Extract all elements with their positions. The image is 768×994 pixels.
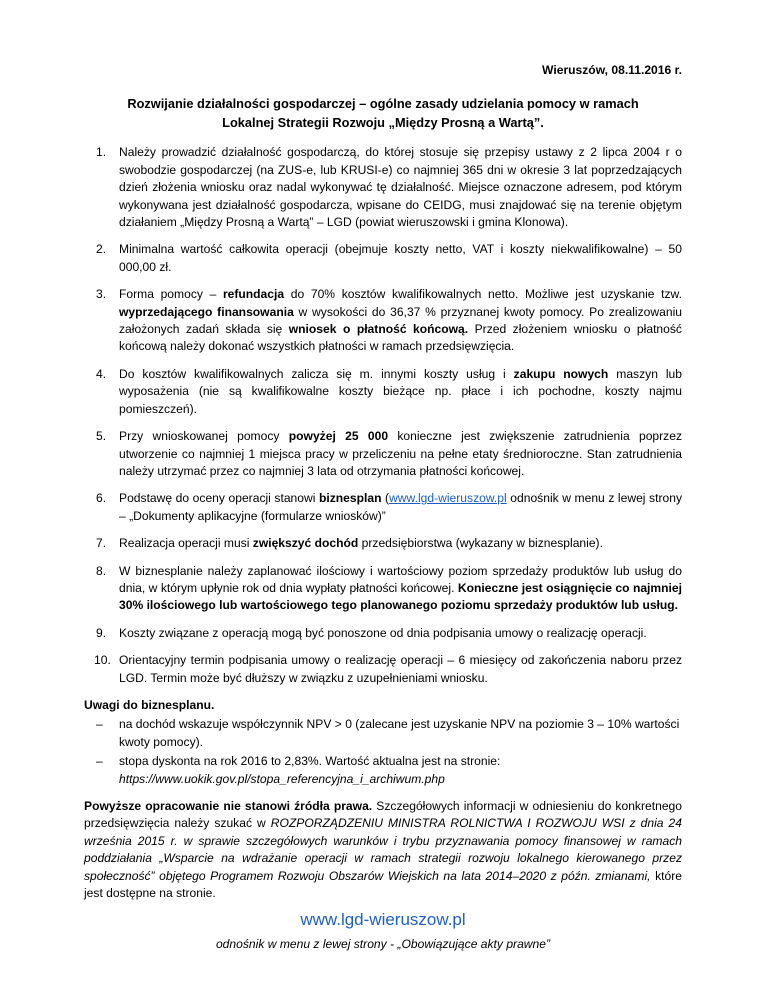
disclaimer-text: które jest dostępne na stronie. [84,868,682,901]
rule-bold-text: biznesplan [318,491,382,506]
title-line-1: Rozwijanie działalności gospodarczej – ogólne zasady udzielania pomocy w ramach [127,96,639,112]
note-item-1 [84,716,682,751]
rules-list [84,144,682,687]
rule-number: 10. [94,653,111,668]
rule-item-1 [84,144,682,231]
rule-text: Należy prowadzić działalność gospodarczą, do której stosuje się przepisy ustawy z 2 lipca 2004 r o swobodzie gospodarczej (na ZUS-e, lub KRUSI-e) co najmniej 365 dni w okresie 3 lat poprzedzających dzień złożenia wniosku oraz nadal wykonywać tę działalność. Miejsce oznaczone adresem, pod którym wykonywana jest działalność gospodarcza, wpisane do CEIDG, musi znajdować się na terenie objętym działaniem „Między Prosną a Wartą” – LGD (powiat wieruszowski i gmina Klonowa). [119,145,682,230]
rule-text: Przy wnioskowanej pomocy [119,429,289,444]
rule-number: 5. [96,429,107,444]
rule-text: Minimalna wartość całkowita operacji (obejmuje koszty netto, VAT i koszty niekwalifikowalne) – 50 000,00 zł. [119,242,682,274]
legal-disclaimer [84,798,682,902]
rule-text: konieczne jest zwiększenie zatrudnienia poprzez utworzenie co najmniej 1 miejsca pracy w przeliczeniu na pełne etaty średnioroczne. Stan zatrudnienia należy utrzymać przez co najmniej 3 lata od otrzymania płatności końcowej. [119,429,683,478]
rule-number: 1. [96,145,107,160]
rule-text: w wysokości do 36,37 % przyznanej kwoty pomocy. Po zrealizowaniu założonych zadań składa się [119,304,682,337]
note-text: stopa dyskonta na rok 2016 to 2,83%. Wartość aktualna jest na stronie: [119,754,501,769]
rule-text: odnośnik w menu z lewej strony – „Dokumenty aplikacyjne (formularze wniosków)” [119,491,682,523]
rule-item-9 [84,625,682,642]
rule-text: Forma pomocy – [119,287,223,302]
rule-number: 6. [96,491,107,506]
title-line-2: Lokalnej Strategii Rozwoju „Między Prosną a Wartą”. [222,115,544,131]
disclaimer-text: Szczegółowych informacji w odniesieniu do konkretnego przedsięwzięcia należy szukać w [84,799,682,831]
rule-text: Do kosztów kwalifikowalnych zalicza się m. innymi koszty usług i [119,366,514,381]
rule-number: 9. [96,625,107,640]
rule-bold-text: zakupu nowych [513,366,609,381]
rule-text: Realizacja operacji musi [119,536,253,551]
rule-text: maszyn lub wyposażenia (nie są kwalifikowalne koszty bieżące np. płace i ich pochodne, koszty najmu pomieszczeń). [119,366,683,416]
rule-bold-text: refundacja [222,287,285,302]
rule-text: Przed złożeniem wniosku o płatność końcową należy dokonać wszystkich płatności w ramach przedsięwzięcia. [119,322,682,354]
rule-text: do 70% kosztów kwalifikowalnych netto. Możliwe jest uzyskanie tzw. [284,287,682,302]
rule-bold-text: powyżej 25 000 [288,429,389,444]
dash-bullet: – [96,754,103,769]
rule-bold-text: zwiększyć dochód [252,536,359,551]
rule-number: 8. [96,563,107,578]
footer-website-link[interactable]: www.lgd-wieruszow.pl [300,910,466,930]
rule-bold-text: wyprzedającego finansowania [119,304,294,319]
rule-item-8 [84,563,682,615]
rule-item-5 [84,428,682,480]
notes-list [84,716,682,788]
rule-bold-text: Konieczne jest osiągnięcie co najmniej 30% ilościowego lub wartościowego tego planowanego poziomu sprzedaży produktów lub usług. [119,580,682,613]
rule-text: W biznesplanie należy zaplanować ilościowy i wartościowy poziom sprzedaży produktów lub usług do dnia, w którym upłynie rok od dnia wypłaty płatności końcowej. [119,563,682,595]
rule-bold-text: wniosek o płatność końcową. [288,322,469,337]
rule-text: Podstawę do oceny operacji stanowi [119,491,319,506]
disclaimer-bold-text: Powyższe opracowanie nie stanowi źródła prawa. [84,799,373,813]
rule-item-7 [84,535,682,552]
rule-number: 3. [96,287,107,302]
rule-text: ( [381,491,390,506]
note-text: na dochód wskazuje współczynnik NPV > 0 (zalecane jest uzyskanie NPV na poziomie 3 – 10% wartości kwoty pomocy). [119,717,680,749]
document-date: Wieruszów, 08.11.2016 r. [542,63,682,77]
document-title [84,94,682,132]
notes-heading: Uwagi do biznesplanu. [84,697,215,712]
rule-text: Orientacyjny termin podpisania umowy o realizację operacji – 6 miesięcy od zakończenia naboru przez LGD. Termin może być dłuższy w związku z uzupełnieniami wniosku. [119,653,682,685]
rule-item-10 [84,652,682,687]
regulation-title: ROZPORZĄDZENIU MINISTRA ROLNICTWA I ROZWOJU WSI z dnia 24 września 2015 r. w sprawie szczegółowych warunków i trybu przyznawania pomocy finansowej w ramach poddziałania „Wsparcie na wdrażanie operacji w ramach strategii rozwoju lokalnego kierowanego przez społeczność” objętego Programem Rozwoju Obszarów Wiejskich na lata 2014–2020 z późn. zmianami, [84,816,683,883]
rule-number: 2. [96,242,107,257]
rule-text: Koszty związane z operacją mogą być ponoszone od dnia podpisania umowy o realizację operacji. [119,625,647,640]
uokik-url: https://www.uokik.gov.pl/stopa_referencyjna_i_archiwum.php [119,771,445,786]
rule-item-3 [84,286,682,356]
rule-item-4 [84,366,682,418]
rule-number: 7. [96,536,107,551]
rule-text: przedsiębiorstwa (wykazany w biznesplanie). [358,536,603,551]
dash-bullet: – [96,717,103,732]
website-link[interactable]: www.lgd-wieruszow.pl [389,491,507,506]
rule-number: 4. [96,366,107,381]
rule-item-2 [84,241,682,276]
rule-item-6 [84,490,682,525]
note-item-2 [84,753,682,788]
footer-menu-reference: odnośnik w menu z lewej strony - „Obowiązujące akty prawne” [215,937,551,952]
